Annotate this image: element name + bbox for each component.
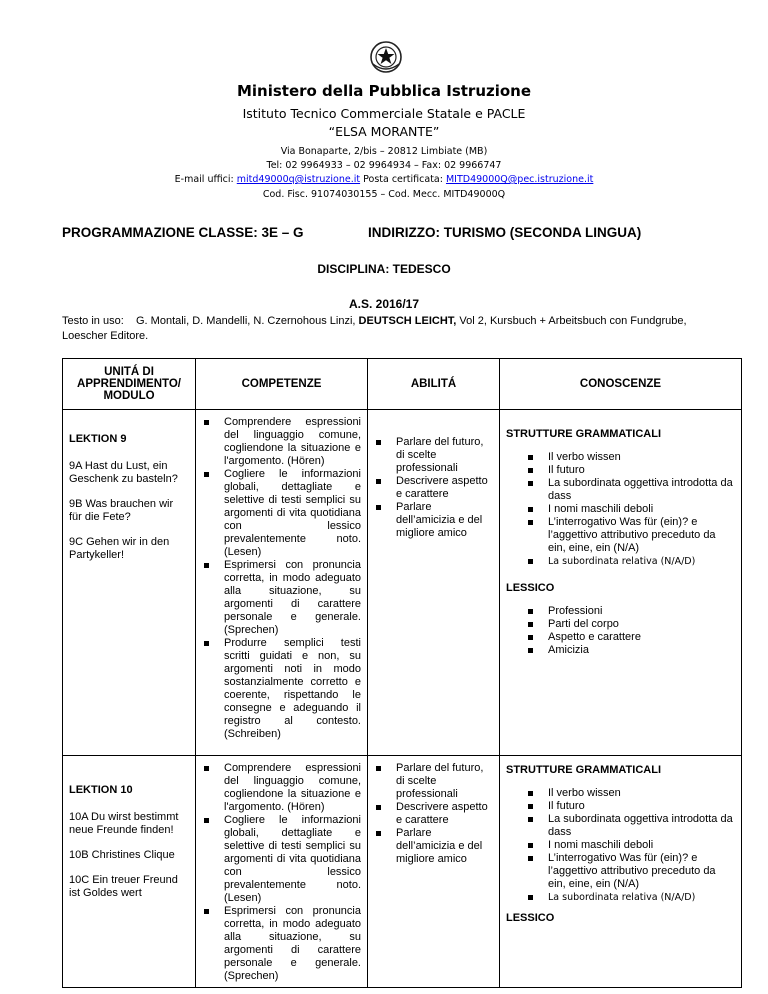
bullet-icon <box>204 420 209 425</box>
competenza-text: Esprimersi con pronuncia corretta, in modo adeguato alla situazione, su argomenti di carattere personale e generale. (Sprechen) <box>224 559 361 636</box>
competenza-text: Produrre semplici testi scritti guidati e non, su argomenti noti in modo sostanzialmente corretto e coerente, rispettando le consegne e adeguando il registro al contesto. (Schreiben) <box>224 637 361 740</box>
abilita-text: Descrivere aspetto e carattere <box>396 475 488 500</box>
school-name: “ELSA MORANTE” <box>328 124 440 139</box>
bullet-icon <box>528 635 533 640</box>
unit-item: 10B Christines Clique <box>69 849 175 861</box>
bullet-icon <box>528 791 533 796</box>
testo-autori: G. Montali, D. Mandelli, N. Czernohous Linzi, <box>136 315 359 327</box>
list-item <box>506 813 735 839</box>
grammar-item: Il verbo wissen <box>548 451 621 463</box>
pec-label: Posta certificata: <box>360 174 446 185</box>
conoscenze-cell <box>500 756 742 988</box>
competenza-text: Comprendere espressioni del linguaggio comune, cogliendone la situazione e l'argomento. (Hören) <box>224 416 361 467</box>
list-item <box>374 801 493 827</box>
bullet-icon <box>204 641 209 646</box>
list-item <box>374 436 493 475</box>
list-item <box>374 475 493 501</box>
abilita-cell <box>368 756 500 988</box>
unit-item: 10A Du wirst bestimmt neue Freunde finden! <box>69 811 179 836</box>
bullet-icon <box>376 440 381 445</box>
bullet-icon <box>528 856 533 861</box>
conoscenze-cell <box>500 410 742 756</box>
unit-cell <box>63 410 196 756</box>
republic-emblem-icon <box>369 40 403 74</box>
list-item <box>506 618 735 631</box>
bullet-icon <box>204 472 209 477</box>
abilita-text: Descrivere aspetto e carattere <box>396 801 488 826</box>
grammar-item: Il futuro <box>548 464 585 476</box>
grammar-item: La subordinata relativa (N/A/D) <box>548 556 696 567</box>
bullet-icon <box>528 468 533 473</box>
lessico-item: Aspetto e carattere <box>548 631 641 643</box>
school-phone: Tel: 02 9964933 – 02 9964934 – Fax: 02 9966747 <box>266 160 502 171</box>
table-row <box>63 756 742 988</box>
testo-titolo: DEUTSCH LEICHT, <box>358 315 457 327</box>
list-item <box>202 416 361 468</box>
bullet-icon <box>376 505 381 510</box>
list-item <box>506 464 735 477</box>
bullet-icon <box>528 609 533 614</box>
bullet-icon <box>528 817 533 822</box>
bullet-icon <box>204 818 209 823</box>
bullet-icon <box>528 507 533 512</box>
ministry-title: Ministero della Pubblica Istruzione <box>236 82 532 100</box>
lektion-title: LEKTION 10 <box>69 784 133 796</box>
lessico-item: Parti del corpo <box>548 618 619 630</box>
bullet-icon <box>376 766 381 771</box>
bullet-icon <box>528 804 533 809</box>
grammar-item: La subordinata relativa (N/A/D) <box>548 892 696 903</box>
grammar-item: L’interrogativo Was für (ein)? e l’aggettivo attributivo preceduto da ein, eine, ein (N/A) <box>548 852 716 890</box>
list-item <box>506 852 735 891</box>
header-unita: UNITÁ DI APPRENDIMENTO/ MODULO <box>63 359 196 410</box>
abilita-text: Parlare del futuro, di scelte professionali <box>396 436 484 474</box>
grammar-item: I nomi maschili deboli <box>548 839 654 851</box>
list-item <box>506 839 735 852</box>
competenze-cell <box>196 410 368 756</box>
bullet-icon <box>204 766 209 771</box>
bullet-icon <box>528 843 533 848</box>
bullet-icon <box>204 909 209 914</box>
unit-item: 9C Gehen wir in den Partykeller! <box>69 536 170 561</box>
list-item <box>506 644 735 657</box>
school-address: Via Bonaparte, 2/bis – 20812 Limbiate (MB) <box>280 146 488 157</box>
grammar-title: STRUTTURE GRAMMATICALI <box>506 428 661 440</box>
list-item <box>374 501 493 540</box>
programmazione-classe: PROGRAMMAZIONE CLASSE: 3E – G <box>62 225 304 240</box>
programme-table <box>62 358 742 988</box>
unit-cell <box>63 756 196 988</box>
bullet-icon <box>528 481 533 486</box>
pec-link[interactable]: MITD49000Q@pec.istruzione.it <box>445 174 594 185</box>
testo-in-uso <box>62 314 702 344</box>
testo-label: Testo in uso: <box>62 315 124 327</box>
grammar-item: I nomi maschili deboli <box>548 503 654 515</box>
bullet-icon <box>204 563 209 568</box>
list-item <box>202 468 361 559</box>
bullet-icon <box>376 805 381 810</box>
school-codes: Cod. Fisc. 91074030155 – Cod. Mecc. MITD49000Q <box>262 189 506 200</box>
list-item <box>506 503 735 516</box>
testo-resto: Vol 2, Kursbuch + Arbeitsbuch con Fundgrube, Loescher Editore. <box>62 315 687 342</box>
unit-item: 9A Hast du Lust, ein Geschenk zu basteln? <box>69 460 178 485</box>
bullet-icon <box>528 455 533 460</box>
bullet-icon <box>528 622 533 627</box>
list-item <box>506 451 735 464</box>
table-row <box>63 410 742 756</box>
competenza-text: Comprendere espressioni del linguaggio comune, cogliendone la situazione e l'argomento. (Hören) <box>224 762 361 813</box>
email-link[interactable]: mitd49000q@istruzione.it <box>236 174 361 185</box>
list-item <box>506 605 735 618</box>
list-item <box>506 787 735 800</box>
competenza-text: Esprimersi con pronuncia corretta, in modo adeguato alla situazione, su argomenti di carattere personale e generale. (Sprechen) <box>224 905 361 982</box>
bullet-icon <box>528 648 533 653</box>
list-item <box>202 637 361 741</box>
bullet-icon <box>528 520 533 525</box>
grammar-item: Il futuro <box>548 800 585 812</box>
grammar-item: L’interrogativo Was für (ein)? e l’aggettivo attributivo preceduto da ein, eine, ein (N/A) <box>548 516 716 554</box>
header-conoscenze: CONOSCENZE <box>500 359 742 410</box>
grammar-item: Il verbo wissen <box>548 787 621 799</box>
unit-item: 10C Ein treuer Freund ist Goldes wert <box>69 874 178 899</box>
header-competenze: COMPETENZE <box>196 359 368 410</box>
institute-name: Istituto Tecnico Commerciale Statale e PACLE <box>242 106 526 121</box>
abilita-text: Parlare dell’amicizia e del migliore amico <box>396 827 483 865</box>
bullet-icon <box>528 559 533 564</box>
lessico-item: Professioni <box>548 605 603 617</box>
grammar-item: La subordinata oggettiva introdotta da dass <box>548 813 733 838</box>
table-header-row <box>63 359 742 410</box>
lessico-title: LESSICO <box>506 582 555 594</box>
bullet-icon <box>376 479 381 484</box>
abilita-cell <box>368 410 500 756</box>
lessico-title: LESSICO <box>506 912 555 924</box>
list-item <box>202 762 361 814</box>
list-item <box>202 905 361 983</box>
grammar-title: STRUTTURE GRAMMATICALI <box>506 764 661 776</box>
bullet-icon <box>528 895 533 900</box>
list-item <box>506 800 735 813</box>
header-abilita: ABILITÁ <box>368 359 500 410</box>
list-item <box>506 477 735 503</box>
list-item <box>506 555 735 568</box>
list-item <box>374 762 493 801</box>
anno-scolastico: A.S. 2016/17 <box>348 297 420 311</box>
grammar-item: La subordinata oggettiva introdotta da dass <box>548 477 733 502</box>
indirizzo-studio: INDIRIZZO: TURISMO (SECONDA LINGUA) <box>368 225 642 240</box>
list-item <box>506 891 735 904</box>
abilita-text: Parlare dell’amicizia e del migliore amico <box>396 501 483 539</box>
competenze-cell <box>196 756 368 988</box>
list-item <box>202 559 361 637</box>
list-item <box>374 827 493 866</box>
lektion-title: LEKTION 9 <box>69 433 127 445</box>
competenza-text: Cogliere le informazioni globali, dettagliate e selettive di testi semplici su argomenti di vita quotidiana con lessico prevalentemente noto. (Lesen) <box>224 468 361 558</box>
disciplina: DISCIPLINA: TEDESCO <box>317 262 451 276</box>
unit-item: 9B Was brauchen wir für die Fete? <box>69 498 174 523</box>
school-email-line <box>0 174 768 185</box>
list-item <box>202 814 361 905</box>
list-item <box>506 516 735 555</box>
list-item <box>506 631 735 644</box>
abilita-text: Parlare del futuro, di scelte professionali <box>396 762 484 800</box>
competenza-text: Cogliere le informazioni globali, dettagliate e selettive di testi semplici su argomenti di vita quotidiana con lessico prevalentemente noto. (Lesen) <box>224 814 361 904</box>
bullet-icon <box>376 831 381 836</box>
lessico-item: Amicizia <box>548 644 589 656</box>
email-label: E-mail uffici: <box>174 174 237 185</box>
